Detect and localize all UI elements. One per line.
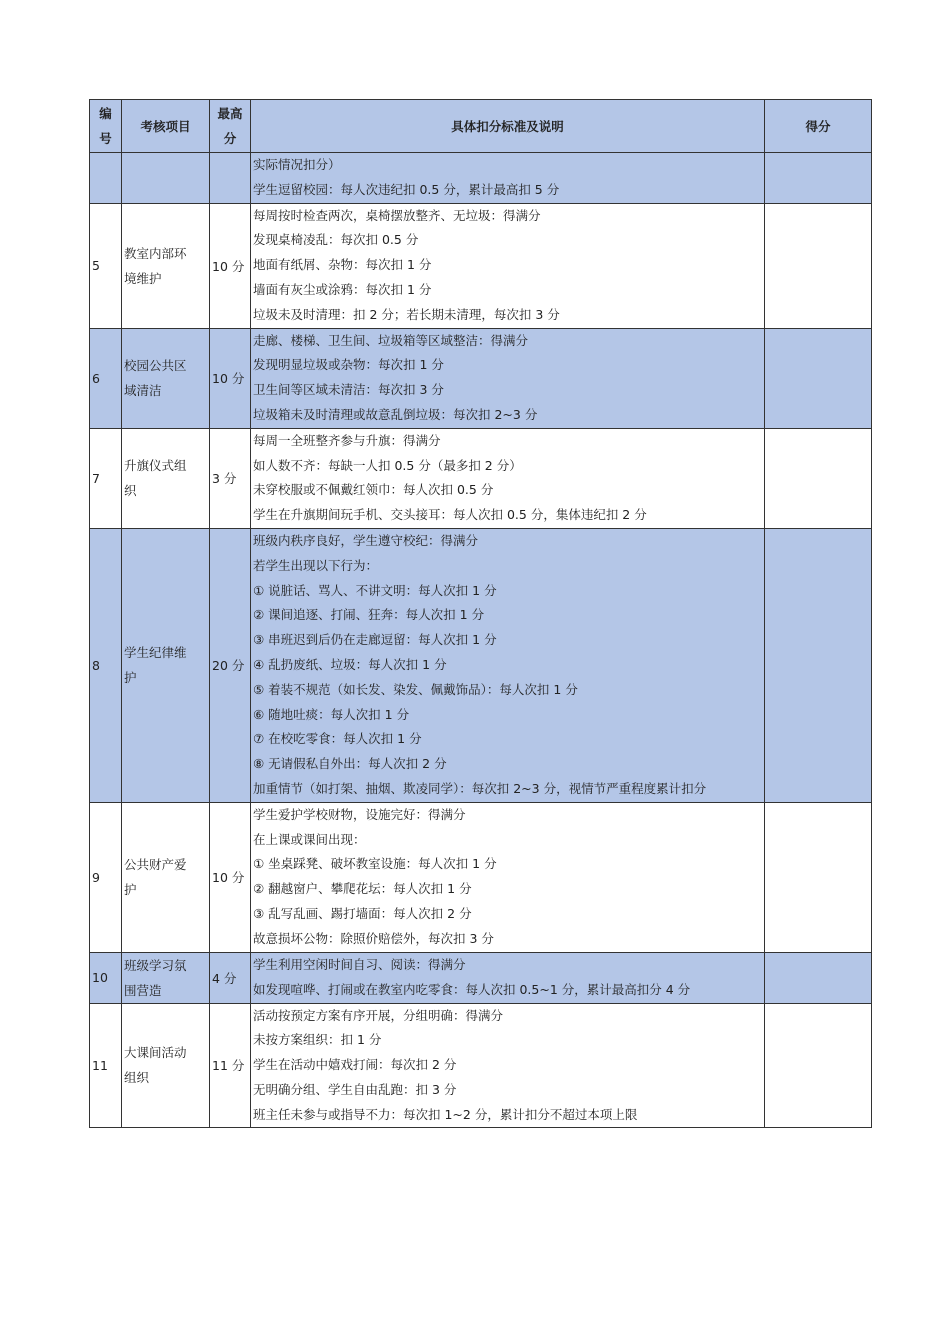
criteria-line: 若学生出现以下行为：	[253, 557, 379, 573]
table-row	[90, 203, 872, 328]
table-row	[90, 802, 872, 952]
criteria-line: ③ 串班迟到后仍在走廊逗留：每人次扣 1 分	[253, 632, 497, 648]
row-item	[122, 1003, 210, 1128]
header-max-line1: 最高	[217, 106, 243, 121]
table-header-row	[90, 100, 872, 153]
row-item	[122, 802, 210, 952]
row-item-line: 学生纪律维	[124, 645, 187, 661]
row-item-line: 升旗仪式组	[124, 458, 187, 474]
row-number: 7	[90, 428, 122, 528]
criteria-line: 学生逗留校园：每人次违纪扣 0.5 分，累计最高扣 5 分	[253, 181, 560, 197]
criteria-line: 学生利用空闲时间自习、阅读：得满分	[253, 956, 466, 972]
criteria-line: 发现桌椅凌乱：每次扣 0.5 分	[253, 232, 419, 248]
row-criteria	[251, 802, 765, 952]
row-item-line: 教室内部环	[124, 245, 187, 261]
criteria-line: 班级内秩序良好，学生遵守校纪：得满分	[253, 532, 479, 548]
criteria-line: 加重情节（如打架、抽烟、欺凌同学）：每次扣 2~3 分，视情节严重程度累计扣分	[253, 780, 707, 796]
criteria-line: 如发现喧哗、打闹或在教室内吃零食：每人次扣 0.5~1 分，累计最高扣分 4 分	[253, 981, 691, 997]
row-number: 11	[90, 1003, 122, 1128]
criteria-line: 走廊、楼梯、卫生间、垃圾箱等区域整洁：得满分	[253, 332, 529, 348]
row-max-score: 10 分	[210, 328, 251, 428]
score-input-cell[interactable]	[765, 802, 872, 952]
table-row	[90, 153, 872, 204]
table-row	[90, 328, 872, 428]
criteria-line: 未按方案组织：扣 1 分	[253, 1032, 382, 1048]
row-item-line: 校园公共区	[124, 358, 187, 374]
criteria-line: 每周一全班整齐参与升旗：得满分	[253, 432, 441, 448]
criteria-line: ⑤ 着装不规范（如长发、染发、佩戴饰品）：每人次扣 1 分	[253, 681, 578, 697]
criteria-line: 卫生间等区域未清洁：每次扣 3 分	[253, 382, 444, 398]
score-input-cell[interactable]	[765, 528, 872, 802]
row-item	[122, 153, 210, 204]
criteria-line: 墙面有灰尘或涂鸦：每次扣 1 分	[253, 281, 432, 297]
criteria-line: ⑥ 随地吐痰：每人次扣 1 分	[253, 706, 410, 722]
row-item-line: 围营造	[124, 982, 162, 998]
criteria-line: 如人数不齐：每缺一人扣 0.5 分（最多扣 2 分）	[253, 457, 522, 473]
header-num	[90, 100, 122, 153]
row-number	[90, 153, 122, 204]
criteria-line: ④ 乱扔废纸、垃圾：每人次扣 1 分	[253, 656, 447, 672]
table-row	[90, 1003, 872, 1128]
row-item	[122, 203, 210, 328]
row-max-score: 4 分	[210, 952, 251, 1003]
row-number: 10	[90, 952, 122, 1003]
row-item-line: 护	[124, 670, 137, 686]
row-criteria	[251, 203, 765, 328]
criteria-line: 未穿校服或不佩戴红领巾：每人次扣 0.5 分	[253, 482, 494, 498]
row-item-line: 组织	[124, 1070, 150, 1086]
row-number: 8	[90, 528, 122, 802]
row-max-score: 20 分	[210, 528, 251, 802]
row-max-score: 10 分	[210, 203, 251, 328]
criteria-line: ① 坐桌踩凳、破坏教室设施：每人次扣 1 分	[253, 856, 497, 872]
criteria-line: 活动按预定方案有序开展，分组明确：得满分	[253, 1007, 504, 1023]
criteria-line: 垃圾箱未及时清理或故意乱倒垃圾：每次扣 2~3 分	[253, 406, 538, 422]
criteria-line: 在上课或课间出现：	[253, 831, 366, 847]
criteria-line: 故意损坏公物：除照价赔偿外，每次扣 3 分	[253, 930, 494, 946]
header-item: 考核项目	[122, 100, 210, 153]
score-input-cell[interactable]	[765, 952, 872, 1003]
criteria-line: 发现明显垃圾或杂物：每次扣 1 分	[253, 357, 444, 373]
row-criteria	[251, 1003, 765, 1128]
row-item	[122, 428, 210, 528]
criteria-line: ⑧ 无请假私自外出：每人次扣 2 分	[253, 756, 447, 772]
row-criteria	[251, 328, 765, 428]
score-input-cell[interactable]	[765, 203, 872, 328]
header-desc: 具体扣分标准及说明	[251, 100, 765, 153]
table-row	[90, 528, 872, 802]
row-item	[122, 328, 210, 428]
criteria-line: 班主任未参与或指导不力：每次扣 1~2 分，累计扣分不超过本项上限	[253, 1106, 638, 1122]
row-item-line: 大课间活动	[124, 1045, 187, 1061]
score-input-cell[interactable]	[765, 153, 872, 204]
row-max-score: 3 分	[210, 428, 251, 528]
row-item-line: 公共财产爱	[124, 857, 187, 873]
row-item-line: 班级学习氛	[124, 957, 187, 973]
score-input-cell[interactable]	[765, 1003, 872, 1128]
row-number: 6	[90, 328, 122, 428]
row-max-score	[210, 153, 251, 204]
row-item-line: 护	[124, 882, 137, 898]
criteria-line: ② 课间追逐、打闹、狂奔：每人次扣 1 分	[253, 607, 485, 623]
criteria-line: 实际情况扣分）	[253, 157, 341, 172]
row-number: 9	[90, 802, 122, 952]
criteria-line: 地面有纸屑、杂物：每次扣 1 分	[253, 257, 432, 273]
row-criteria	[251, 153, 765, 204]
header-num-line1: 编	[99, 106, 112, 121]
table-row	[90, 952, 872, 1003]
row-number: 5	[90, 203, 122, 328]
scoring-table	[89, 99, 872, 1128]
header-max	[210, 100, 251, 153]
row-item-line: 织	[124, 483, 137, 499]
row-max-score: 10 分	[210, 802, 251, 952]
criteria-line: 每周按时检查两次，桌椅摆放整齐、无垃圾：得满分	[253, 207, 541, 223]
header-score: 得分	[765, 100, 872, 153]
row-item-line: 域清洁	[124, 383, 162, 399]
criteria-line: 学生爱护学校财物，设施完好：得满分	[253, 806, 466, 822]
row-item	[122, 952, 210, 1003]
criteria-line: 无明确分组、学生自由乱跑：扣 3 分	[253, 1081, 457, 1097]
row-item	[122, 528, 210, 802]
row-item-line: 境维护	[124, 270, 162, 286]
criteria-line: 学生在活动中嬉戏打闹：每次扣 2 分	[253, 1057, 457, 1073]
criteria-line: 学生在升旗期间玩手机、交头接耳：每人次扣 0.5 分，集体违纪扣 2 分	[253, 507, 647, 523]
criteria-line: 垃圾未及时清理：扣 2 分；若长期未清理，每次扣 3 分	[253, 306, 560, 322]
row-criteria	[251, 528, 765, 802]
row-criteria	[251, 428, 765, 528]
row-max-score: 11 分	[210, 1003, 251, 1128]
criteria-line: ② 翻越窗户、攀爬花坛：每人次扣 1 分	[253, 881, 472, 897]
header-max-line2: 分	[223, 131, 237, 146]
table-row	[90, 428, 872, 528]
criteria-line: ① 说脏话、骂人、不讲文明：每人次扣 1 分	[253, 582, 497, 598]
row-criteria	[251, 952, 765, 1003]
criteria-line: ⑦ 在校吃零食：每人次扣 1 分	[253, 731, 422, 747]
score-input-cell[interactable]	[765, 428, 872, 528]
criteria-line: ③ 乱写乱画、踢打墙面：每人次扣 2 分	[253, 905, 472, 921]
score-input-cell[interactable]	[765, 328, 872, 428]
header-num-line2: 号	[99, 131, 112, 146]
